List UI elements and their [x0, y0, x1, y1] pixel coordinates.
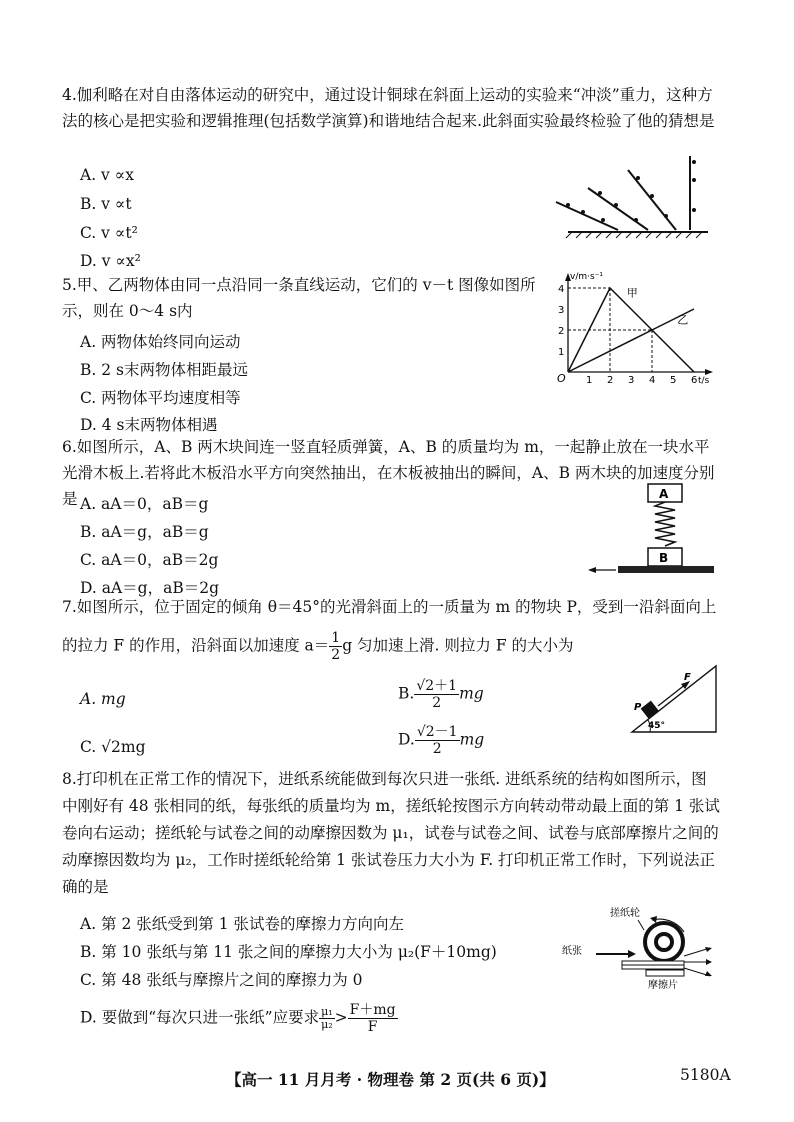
x-tick-label: 6 [691, 375, 698, 386]
force-f-label: F [684, 672, 691, 683]
x-tick-label: 4 [649, 375, 656, 386]
series-yi-label: 乙 [677, 313, 689, 327]
q8-option-c: C. 第 48 张纸与摩擦片之间的摩擦力为 0 [80, 971, 363, 989]
x-axis-label: t/s [698, 376, 710, 386]
q4-option-c: C. v ∝t² [80, 224, 138, 242]
paper-code: 5180A [680, 1066, 731, 1084]
q5-option-c: C. 两物体平均速度相等 [80, 389, 241, 407]
q7-stem2b: g 匀加速上滑. 则拉力 F 的大小为 [342, 636, 574, 655]
origin-label: O [557, 372, 566, 385]
q8-stem: 8.打印机在正常工作的情况下，进纸系统能做到每次只进一张纸. 进纸系统的结构如图所示，图中刚好有 48 张相同的纸，每张纸的质量均为 m，搓纸轮按图示方向转动带动最上面的第 1 张试卷向右运动；搓纸轮与试卷之间的动摩擦因数为 μ₁，试卷与试卷之间、试卷与底部摩擦片之间的动摩擦因数均为 μ₂，工作时搓纸轮给第 1 张试卷压力大小为 F. 打印机正常工作时，下列说法正确的是 [62, 770, 720, 896]
paper-feed-figure [560, 904, 720, 992]
q5-option-b: B. 2 s末两物体相距最远 [80, 361, 248, 379]
q5-option-d: D. 4 s末两物体相遇 [80, 416, 218, 434]
v-t-graph [548, 268, 718, 386]
series-jia-label: 甲 [626, 286, 638, 300]
y-tick-label: 2 [558, 326, 565, 337]
q7-stem-line1: 7.如图所示，位于固定的倾角 θ＝45°的光滑斜面上的一质量为 m 的物块 P，受到一沿斜面向上 [62, 598, 717, 616]
q8-option-b: B. 第 10 张纸与第 11 张之间的摩擦力大小为 μ₂(F＋10mg) [80, 943, 497, 961]
q7-stem-line2 [62, 630, 722, 663]
block-a-label: A [659, 487, 669, 501]
q4-stem: 4.伽利略在对自由落体运动的研究中，通过设计铜球在斜面上运动的实验来“冲淡”重力，这种方法的核心是把实验和逻辑推理(包括数学演算)和谐地结合起来.此斜面实验最终检验了他的猜想是 [62, 86, 715, 130]
q4-option-a: A. v ∝x [80, 166, 134, 184]
series-line-yi [568, 309, 694, 372]
q7-stem2a: 的拉力 F 的作用，沿斜面以加速度 a＝ [62, 636, 330, 655]
incline-experiment-figure [548, 150, 718, 240]
q6-option-d: D. aA＝g，aB＝2g [80, 579, 220, 597]
q6-option-a: A. aA＝0，aB＝g [80, 495, 209, 513]
y-tick-label: 3 [558, 305, 565, 316]
q8-option-a: A. 第 2 张纸受到第 1 张试卷的摩擦力方向向左 [80, 915, 404, 933]
q8-option-d: D. 要做到“每次只进一张纸”应要求 $\frac{\text{μ₁}}{\text{μ₂}}$ > $\frac{F+mg}{F}$ [80, 1002, 396, 1035]
q5-option-a: A. 两物体始终同向运动 [80, 333, 241, 351]
y-tick-label: 1 [558, 347, 565, 358]
angle-label: 45° [648, 721, 666, 731]
q7-option-a: A. mg [80, 690, 126, 708]
half-fraction: $\frac{1}{2}$ [331, 630, 341, 663]
q7-option-c: C. √2mg [80, 738, 146, 756]
pad-label: 摩擦片 [648, 980, 678, 991]
q5-stem: 5.甲、乙两物体由同一点沿同一条直线运动，它们的 v－t 图像如图所示，则在 0～4 s内 [62, 276, 536, 320]
x-tick-label: 3 [628, 375, 635, 386]
x-tick-label: 5 [670, 375, 677, 386]
y-tick-label: 4 [558, 284, 565, 295]
x-tick-label: 2 [607, 375, 614, 386]
q6-option-b: B. aA＝g，aB＝g [80, 523, 209, 541]
q7-option-b: B. $\frac{√2+1}{2}$ mg [398, 678, 484, 711]
spring-blocks-figure [588, 482, 718, 580]
x-tick-label: 1 [586, 375, 593, 386]
q7-option-d: D. $\frac{√2-1}{2}$ mg [398, 724, 485, 757]
q6-stem: 6.如图所示，A、B 两木块间连一竖直轻质弹簧，A、B 的质量均为 m，一起静止放在一块水平光滑木板上.若将此木板沿水平方向突然抽出，在木板被抽出的瞬间，A、B 两木块的加速度分别是 [62, 438, 715, 508]
wheel-label: 搓纸轮 [610, 908, 640, 919]
q4-option-b: B. v ∝t [80, 195, 132, 213]
page-footer: 【高一 11 月月考 · 物理卷 第 2 页(共 6 页)】 [226, 1070, 555, 1089]
paper-label: 纸张 [562, 946, 582, 957]
y-axis-label: v/m·s⁻¹ [570, 272, 604, 282]
q6-option-c: C. aA＝0，aB＝2g [80, 551, 219, 569]
q4-option-d: D. v ∝x² [80, 252, 141, 270]
incline-force-figure [628, 662, 720, 734]
block-b-label: B [659, 551, 669, 565]
block-p-label: P [634, 702, 642, 713]
